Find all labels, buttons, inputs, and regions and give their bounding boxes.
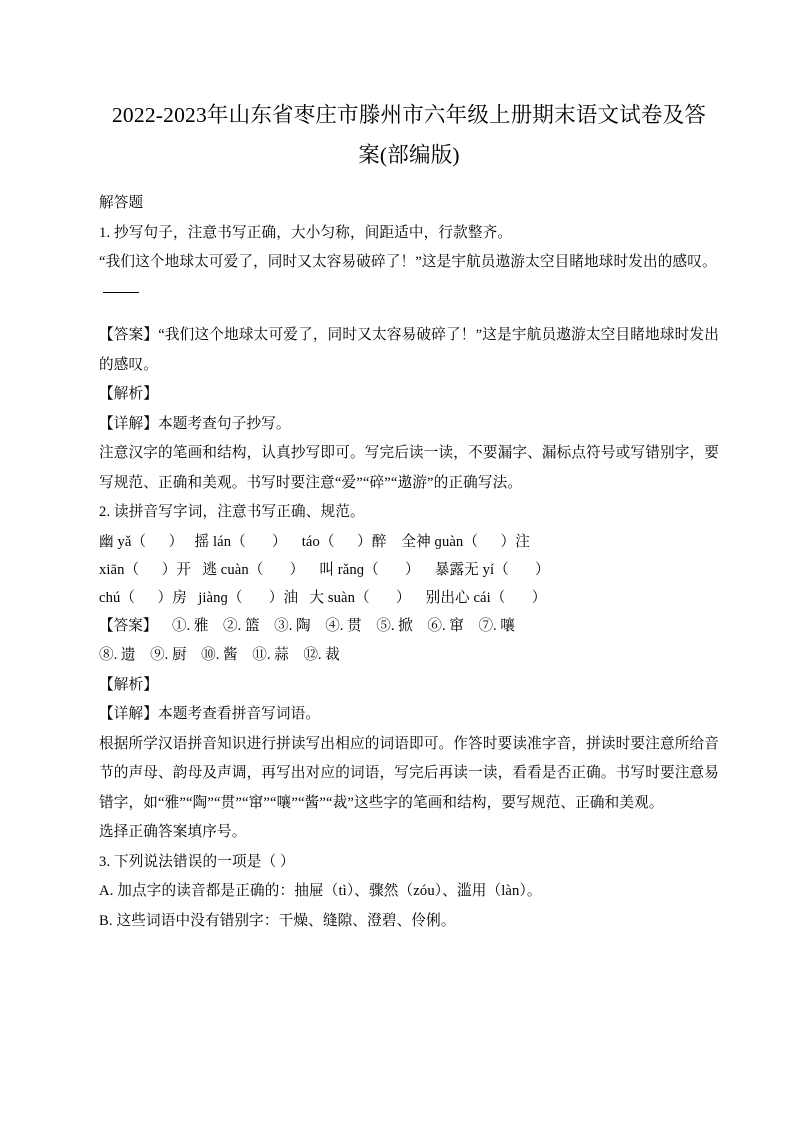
question-2-pinyin-row-3: chú（ ）房 jiànɡ（ ）油 大 suàn（ ） 别出心 cái（ ） [99,589,547,606]
question-3-instruction: 选择正确答案填序号。 [99,824,247,840]
question-1-answer: 【答案】“我们这个地球太可爱了，同时又太容易破碎了！”这是宇航员遨游太空目睹地球时发出的感叹。 [99,327,719,373]
question-2-detail-line: 【详解】本题考查看拼音写词语。 [99,706,321,722]
question-1-stem: 1. 抄写句子，注意书写正确，大小匀称，间距适中，行款整齐。 [99,224,513,241]
question-1-detail-line: 【详解】本题考查句子抄写。 [99,415,291,432]
question-3-stem: 3. 下列说法错误的一项是（ ） [99,853,295,870]
section-heading: 解答题 [99,195,144,211]
question-2-answer-row-1: 【答案】 ①. 雅 ②. 篮 ③. 陶 ④. 贯 ⑤. 掀 ⑥. 窜 ⑦. 嚷 [99,617,515,634]
question-2-stem: 2. 读拼音写字词，注意书写正确、规范。 [99,504,365,520]
question-2-pinyin-row-1: 幽 yǎ（ ） 摇 lán（ ） táo（ ）醉 全神 ɡuàn（ ）注 [99,533,530,550]
question-2-detail-body: 根据所学汉语拼音知识进行拼读写出相应的词语即可。作答时要读准字音，拼读时要注意所给音节的声母、韵母及声调，再写出对应的词语，写完后再读一读，看看是否正确。书写时要注意易错字，如“雅”“陶”“贯”“窜”“嚷”“酱”“裁”这些字的笔画和结构，要写规范、正确和美观。 [99,735,719,811]
question-3-option-b: B. 这些词语中没有错别字：干燥、缝隙、澄碧、伶俐。 [99,912,456,929]
question-2-pinyin-row-2: xiān（ ）开 逃 cuàn（ ） 叫 rǎnɡ（ ） 暴露无 yí（ ） [99,561,550,578]
question-3-option-a: A. 加点字的读音都是正确的：抽屉（tì）、骤然（zóu）、滥用（làn）。 [99,883,542,899]
question-1-quote: “我们这个地球太可爱了，同时又太容易破碎了！”这是宇航员遨游太空目睹地球时发出的感叹。 [99,254,717,270]
question-2-analysis-label: 【解析】 [99,676,158,693]
question-1-detail-body: 注意汉字的笔画和结构，认真抄写即可。写完后读一读，不要漏字、漏标点符号或写错别字，要写规范、正确和美观。书写时要注意“爱”“碎”“遨游”的正确写法。 [99,445,719,491]
divider-line [103,292,139,293]
answer-divider [99,292,719,322]
page-title: 2022-2023年山东省枣庄市滕州市六年级上册期末语文试卷及答案(部编版) [111,103,707,167]
question-2-answer-row-2: ⑧. 遗 ⑨. 厨 ⑩. 酱 ⑪. 蒜 ⑫. 裁 [99,647,340,663]
question-1-analysis-label: 【解析】 [99,386,158,402]
